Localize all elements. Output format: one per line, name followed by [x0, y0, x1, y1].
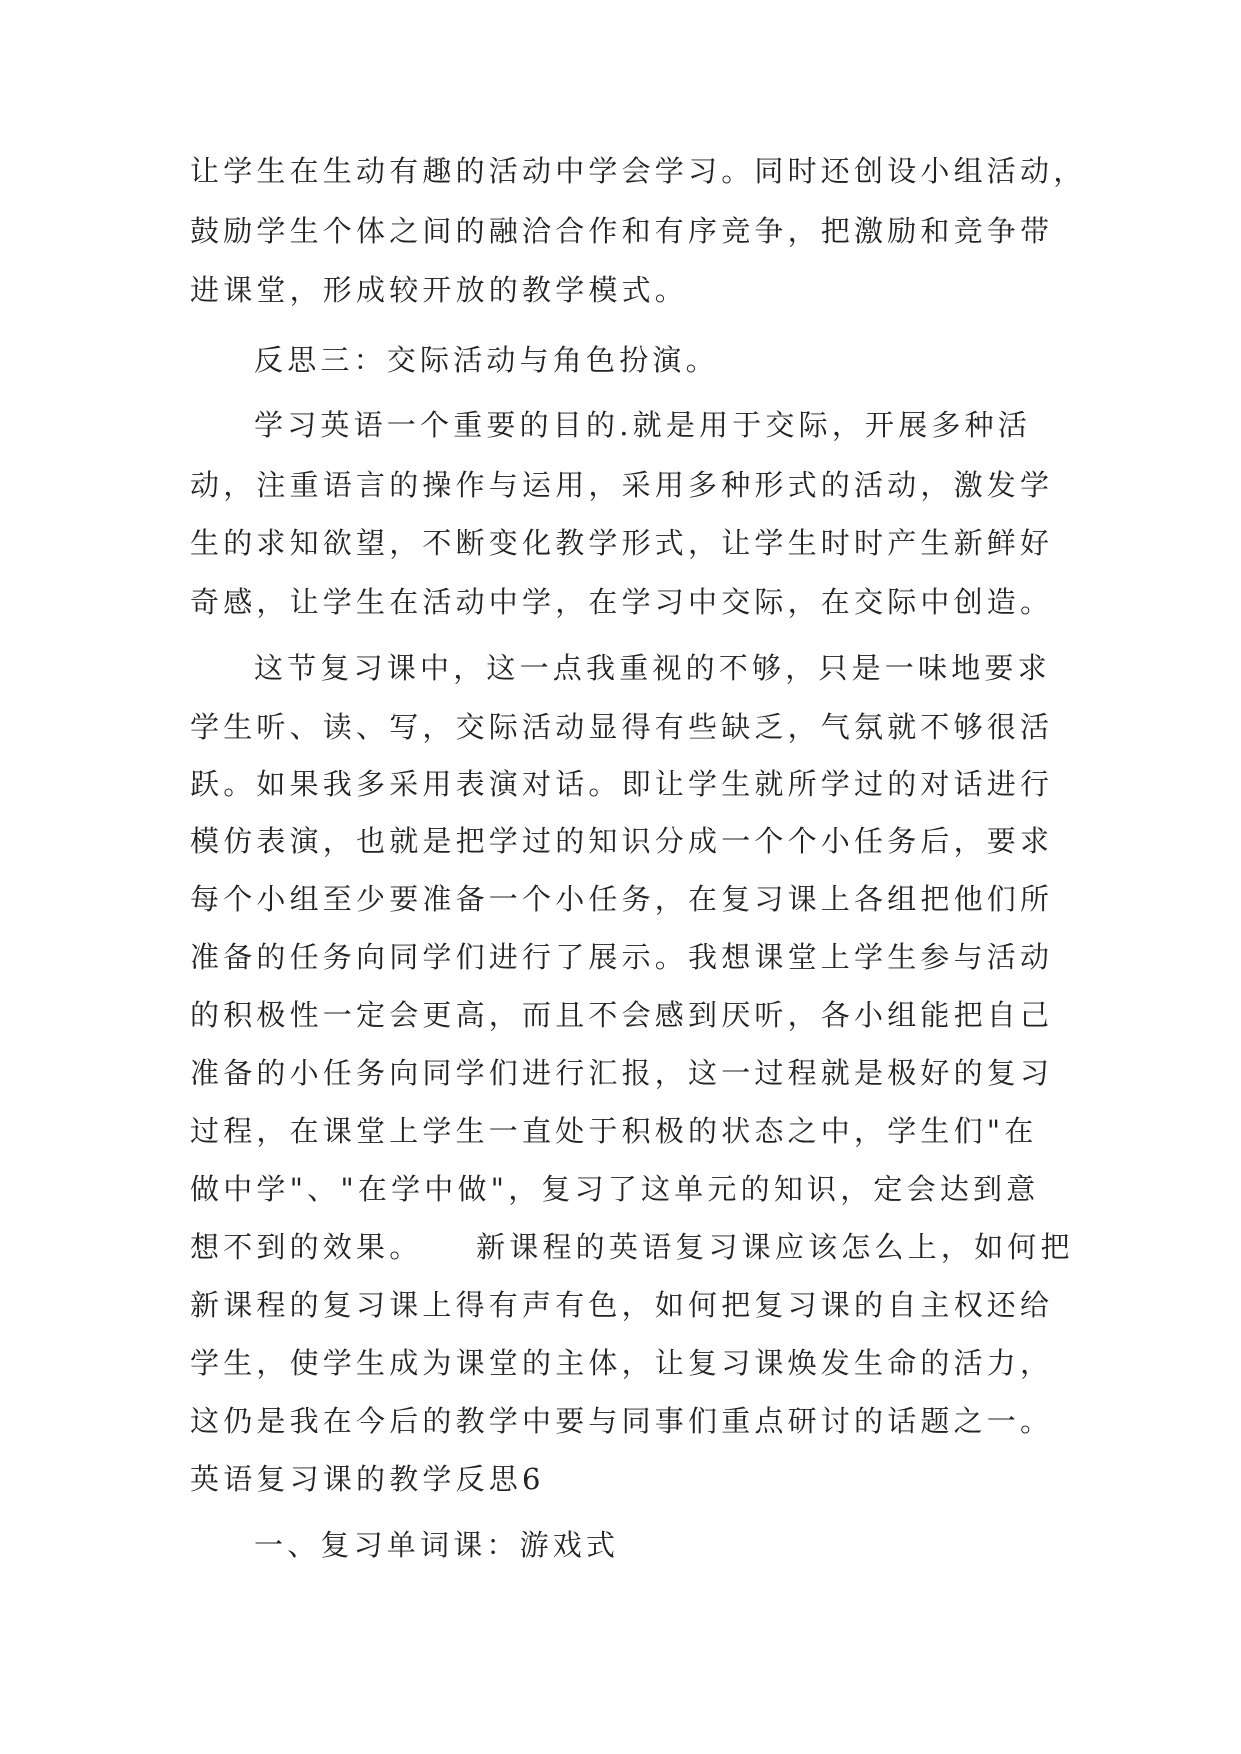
- paragraph-first-line: 学习英语一个重要的目的.就是用于交际，开展多种活: [254, 408, 1032, 442]
- body-text-line: 做中学"、"在学中做"，复习了这单元的知识，定会达到意: [190, 1172, 1040, 1206]
- section-heading: 一、复习单词课：游戏式: [254, 1528, 620, 1562]
- body-text-line: 进课堂，形成较开放的教学模式。: [190, 273, 689, 307]
- body-text-line: 过程，在课堂上学生一直处于积极的状态之中，学生们"在: [190, 1114, 1038, 1148]
- body-text-line: 动，注重语言的操作与运用，采用多种形式的活动，激发学: [190, 468, 1054, 502]
- section-heading: 反思三：交际活动与角色扮演。: [254, 343, 719, 377]
- body-text-line: 的积极性一定会更高，而且不会感到厌听，各小组能把自己: [190, 998, 1054, 1032]
- body-text-line: 这仍是我在今后的教学中要与同事们重点研讨的话题之一。: [190, 1404, 1054, 1438]
- body-text-line: 鼓励学生个体之间的融洽合作和有序竞争，把激励和竞争带: [190, 214, 1054, 248]
- body-text-line: 奇感，让学生在活动中学，在学习中交际，在交际中创造。: [190, 585, 1054, 619]
- body-text-line: 生的求知欲望，不断变化教学形式，让学生时时产生新鲜好: [190, 526, 1054, 560]
- body-text-line: 每个小组至少要准备一个小任务，在复习课上各组把他们所: [190, 882, 1054, 916]
- body-text-line: 准备的小任务向同学们进行汇报，这一过程就是极好的复习: [190, 1056, 1054, 1090]
- paragraph-first-line: 这节复习课中，这一点我重视的不够，只是一味地要求: [254, 651, 1051, 685]
- body-text-line: 想不到的效果。 新课程的英语复习课应该怎么上，如何把: [190, 1230, 1074, 1264]
- body-text-line: 跃。如果我多采用表演对话。即让学生就所学过的对话进行: [190, 767, 1054, 801]
- body-text-line: 让学生在生动有趣的活动中学会学习。同时还创设小组活动，: [190, 154, 1087, 188]
- body-text-line: 准备的任务向同学们进行了展示。我想课堂上学生参与活动: [190, 940, 1054, 974]
- body-text-line: 学生，使学生成为课堂的主体，让复习课焕发生命的活力，: [190, 1346, 1054, 1380]
- body-text-line: 新课程的复习课上得有声有色，如何把复习课的自主权还给: [190, 1288, 1054, 1322]
- body-text-line: 模仿表演，也就是把学过的知识分成一个个小任务后，要求: [190, 824, 1054, 858]
- body-text-line: 学生听、读、写，交际活动显得有些缺乏，气氛就不够很活: [190, 710, 1054, 744]
- article-title: 英语复习课的教学反思6: [190, 1462, 545, 1496]
